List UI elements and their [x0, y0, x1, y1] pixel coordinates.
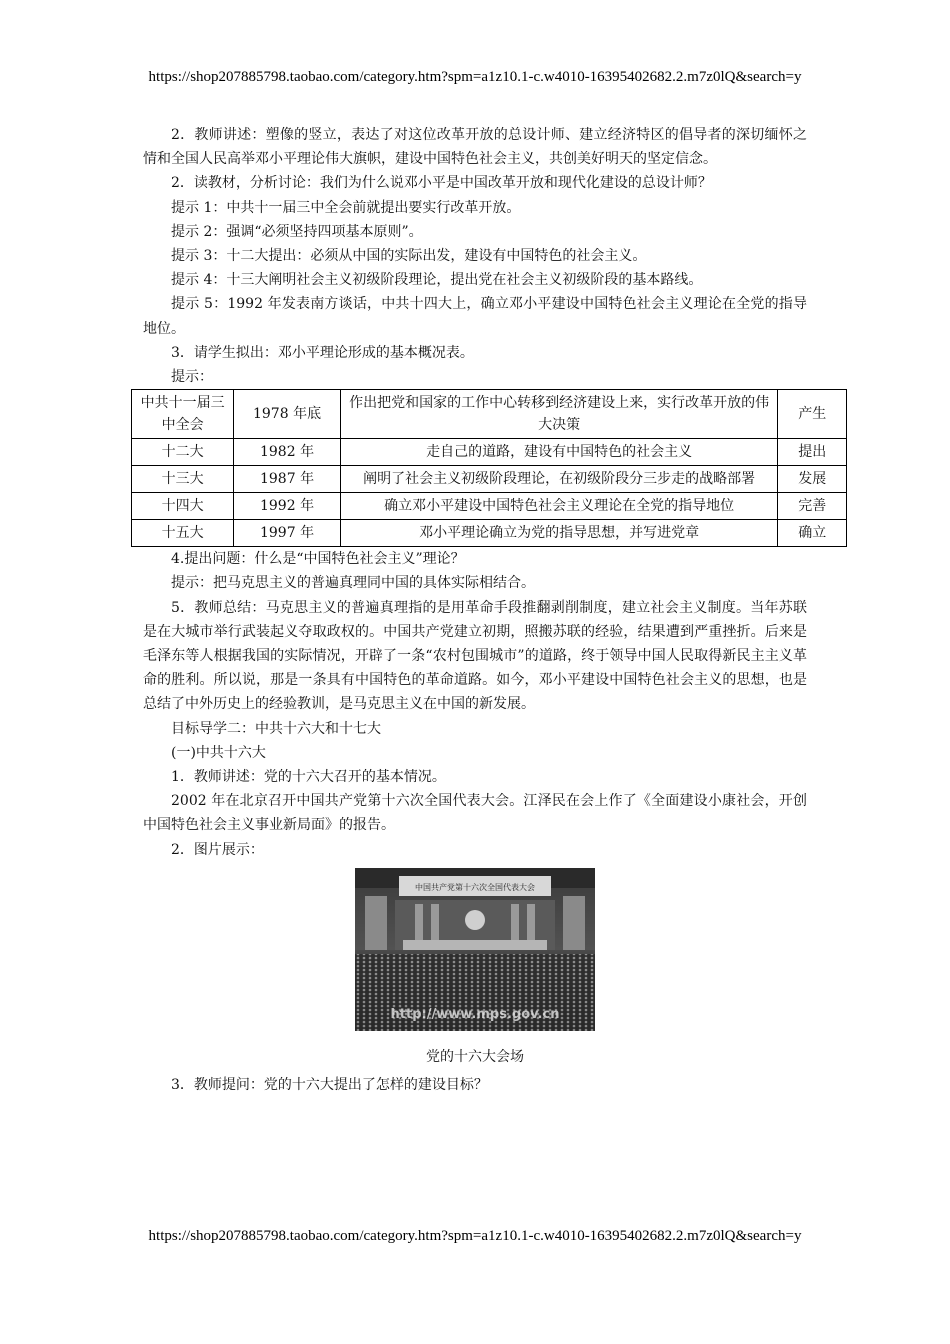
table-cell: 1997 年 — [234, 520, 341, 547]
banner-text: 中国共产党第十六次全国代表大会 — [415, 882, 535, 892]
paragraph: 提示： — [171, 369, 213, 386]
table-row — [132, 493, 847, 520]
table-cell: 十二大 — [132, 439, 234, 466]
footer-url: https://shop207885798.taobao.com/category.htm?spm=a1z10.1-c.w4010-16395402682.2.m7z0lQ&search=y — [148, 1228, 802, 1244]
paragraph: 2002 年在北京召开中国共产党第十六次全国代表大会。江泽民在会上作了《全面建设小康社会，开创中国特色社会主义事业新局面》的报告。 — [143, 793, 807, 834]
paragraph: 2．读教材，分析讨论：我们为什么说邓小平是中国改革开放和现代化建设的总设计师？ — [171, 175, 712, 192]
table-cell: 1982 年 — [234, 439, 341, 466]
header-url: https://shop207885798.taobao.com/category.htm?spm=a1z10.1-c.w4010-16395402682.2.m7z0lQ&search=y — [148, 69, 802, 85]
table-cell: 发展 — [778, 466, 847, 493]
paragraph: 3．请学生拟出：邓小平理论形成的基本概况表。 — [171, 344, 474, 361]
paragraph: 提示 1：中共十一届三中全会前就提出要实行改革开放。 — [171, 199, 521, 216]
paragraph: 3．教师提问：党的十六大提出了怎样的建设目标？ — [171, 1077, 488, 1094]
paragraph: 2．教师讲述：塑像的竖立，表达了对这位改革开放的总设计师、建立经济特区的倡导者的深切缅怀之情和全国人民高举邓小平理论伟大旗帜，建设中国特色社会主义，共创美好明天的坚定信念。 — [143, 127, 807, 168]
congress-hall-illustration — [355, 868, 595, 1031]
paragraph: 1．教师讲述：党的十六大召开的基本情况。 — [171, 769, 446, 786]
paragraph: 提示 4：十三大阐明社会主义初级阶段理论，提出党在社会主义初级阶段的基本路线。 — [171, 272, 703, 289]
table-cell: 提出 — [778, 439, 847, 466]
subsection-heading: (一)中共十六大 — [171, 744, 266, 761]
table-cell: 走自己的道路，建设有中国特色的社会主义 — [340, 439, 778, 466]
photo-caption: 党的十六大会场 — [426, 1049, 524, 1066]
party-emblem-icon — [465, 910, 485, 930]
document-body — [140, 123, 827, 1097]
table-cell: 十五大 — [132, 520, 234, 547]
paragraph: 提示：把马克思主义的普遍真理同中国的具体实际相结合。 — [171, 575, 535, 592]
table-row — [132, 520, 847, 547]
section-heading: 目标导学二：中共十六大和十七大 — [171, 720, 381, 737]
congress-hall-photo — [355, 868, 595, 1031]
table-cell: 阐明了社会主义初级阶段理论，在初级阶段分三步走的战略部署 — [340, 466, 778, 493]
table-cell: 1992 年 — [234, 493, 341, 520]
table-cell: 十四大 — [132, 493, 234, 520]
paragraph: 2．图片展示： — [171, 841, 264, 858]
table-row — [132, 390, 847, 439]
table-cell: 中共十一届三中全会 — [132, 390, 234, 439]
paragraph: 提示 5：1992 年发表南方谈话，中共十四大上，确立邓小平建设中国特色社会主义理论在全党的指导地位。 — [143, 296, 807, 337]
paragraph: 5．教师总结：马克思主义的普遍真理指的是用革命手段推翻剥削制度，建立社会主义制度。当年苏联是在大城市举行武装起义夺取政权的。中国共产党建立初期，照搬苏联的经验，结果遭到严重挫折。后来是毛泽东等人根据我国的实际情况，开辟了一条“农村包围城市”的道路，终于领导中国人民取得新民主主义革命的胜利。所以说，那是一条具有中国特色的革命道路。如今，邓小平建设中国特色社会主义的思想，也是总结了中外历史上的经验教训，是马克思主义在中国的新发展。 — [143, 599, 807, 713]
table-cell: 十三大 — [132, 466, 234, 493]
table-cell: 产生 — [778, 390, 847, 439]
table-cell: 1978 年底 — [234, 390, 341, 439]
table-row — [132, 439, 847, 466]
paragraph: 提示 3：十二大提出：必须从中国的实际出发，建设有中国特色的社会主义。 — [171, 248, 647, 265]
table-row — [132, 466, 847, 493]
photo-watermark: http://www.mps.gov.cn — [390, 1006, 560, 1022]
theory-overview-table — [131, 389, 847, 547]
table-cell: 邓小平理论确立为党的指导思想，并写进党章 — [340, 520, 778, 547]
paragraph: 4.提出问题：什么是“中国特色社会主义”理论？ — [171, 551, 465, 568]
table-cell: 确立邓小平建设中国特色社会主义理论在全党的指导地位 — [340, 493, 778, 520]
table-cell: 作出把党和国家的工作中心转移到经济建设上来，实行改革开放的伟大决策 — [340, 390, 778, 439]
table-cell: 完善 — [778, 493, 847, 520]
table-cell: 1987 年 — [234, 466, 341, 493]
table-cell: 确立 — [778, 520, 847, 547]
paragraph: 提示 2：强调“必须坚持四项基本原则”。 — [171, 223, 423, 240]
figure — [143, 868, 807, 1039]
